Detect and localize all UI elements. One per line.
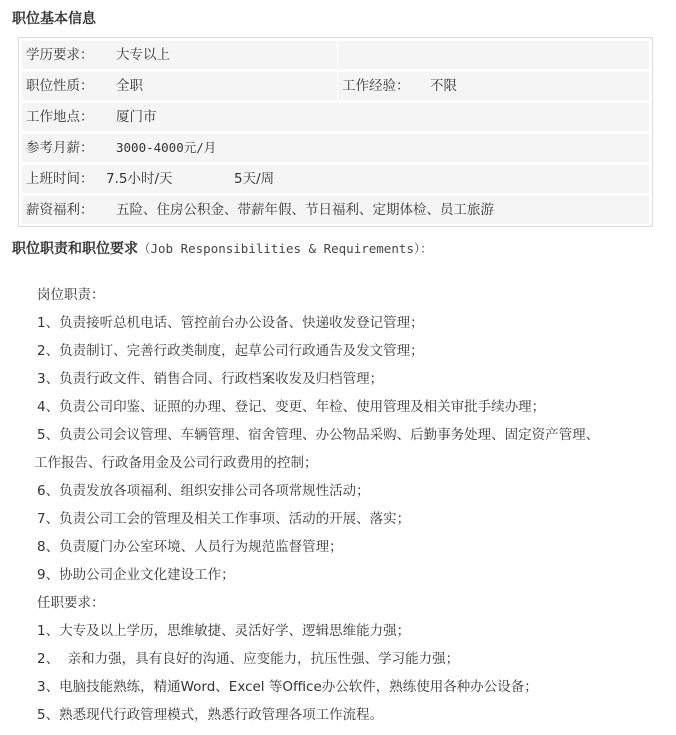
list-item: 1、大专及以上学历，思维敏捷、灵活好学、逻辑思维能力强；: [37, 623, 411, 639]
info-row-salary: [22, 134, 649, 162]
column-divider: [337, 41, 338, 69]
job-type-label: 职位性质：: [26, 78, 94, 94]
list-item: 2、负责制订、完善行政类制度，起草公司行政通告及发文管理；: [37, 343, 424, 359]
info-row-job-type: [22, 72, 649, 100]
work-time-label: 上班时间：: [26, 171, 94, 187]
experience-label: 工作经验：: [342, 78, 410, 94]
responsibilities-heading-zh: 职位职责和职位要求: [12, 241, 138, 257]
education-value: 大专以上: [116, 47, 170, 63]
responsibilities-heading: [12, 238, 433, 258]
list-item: 6、负责发放各项福利、组织安排公司各项常规性活动；: [37, 483, 370, 499]
education-label: 学历要求：: [26, 47, 94, 63]
list-item: 3、负责行政文件、销售合同、行政档案收发及归档管理；: [37, 371, 384, 387]
info-row-education: [22, 41, 649, 69]
basic-info-table: [18, 37, 653, 227]
list-item: 4、负责公司印鉴、证照的办理、登记、变更、年检、使用管理及相关审批手续办理；: [37, 399, 546, 415]
benefits-label: 薪资福利：: [26, 202, 94, 218]
salary-label: 参考月薪：: [26, 140, 94, 156]
list-item: 9、协助公司企业文化建设工作；: [37, 567, 235, 583]
job-type-value: 全职: [116, 78, 143, 94]
list-item: 5、负责公司会议管理、车辆管理、宿舍管理、办公物品采购、后勤事务处理、固定资产管理、: [37, 427, 600, 443]
location-value: 厦门市: [116, 109, 157, 125]
column-divider: [337, 72, 338, 100]
list-item: 1、负责接听总机电话、管控前台办公设备、快递收发登记管理；: [37, 315, 424, 331]
list-item: 8、负责厦门办公室环境、人员行为规范监督管理；: [37, 539, 343, 555]
info-row-location: [22, 103, 649, 131]
benefits-value: 五险、住房公积金、带薪年假、节日福利、定期体检、员工旅游: [116, 202, 494, 218]
list-item: 5、熟悉现代行政管理模式，熟悉行政管理各项工作流程。: [37, 707, 384, 723]
responsibilities-heading-en: （Job Responsibilities & Requirements）：: [138, 241, 433, 256]
salary-value: 3000-4000元/月: [116, 140, 217, 155]
location-label: 工作地点：: [26, 109, 94, 125]
requirements-title: 任职要求：: [37, 595, 105, 611]
info-row-work-time: [22, 165, 649, 193]
basic-info-heading: 职位基本信息: [12, 11, 96, 27]
work-hours-value: 7.5小时/天: [106, 171, 173, 187]
list-item: 3、电脑技能熟练，精通Word、Excel 等Office办公软件，熟练使用各种办公设备；: [37, 679, 538, 695]
work-days-value: 5天/周: [234, 171, 275, 187]
list-item-continuation: 工作报告、行政备用金及公司行政费用的控制；: [34, 455, 318, 471]
info-row-benefits: [22, 196, 649, 224]
list-item: 2、 亲和力强，具有良好的沟通、应变能力，抗压性强、学习能力强；: [37, 651, 460, 667]
experience-value: 不限: [430, 78, 457, 94]
list-item: 7、负责公司工会的管理及相关工作事项、活动的开展、落实；: [37, 511, 411, 527]
duties-title: 岗位职责：: [37, 287, 105, 303]
